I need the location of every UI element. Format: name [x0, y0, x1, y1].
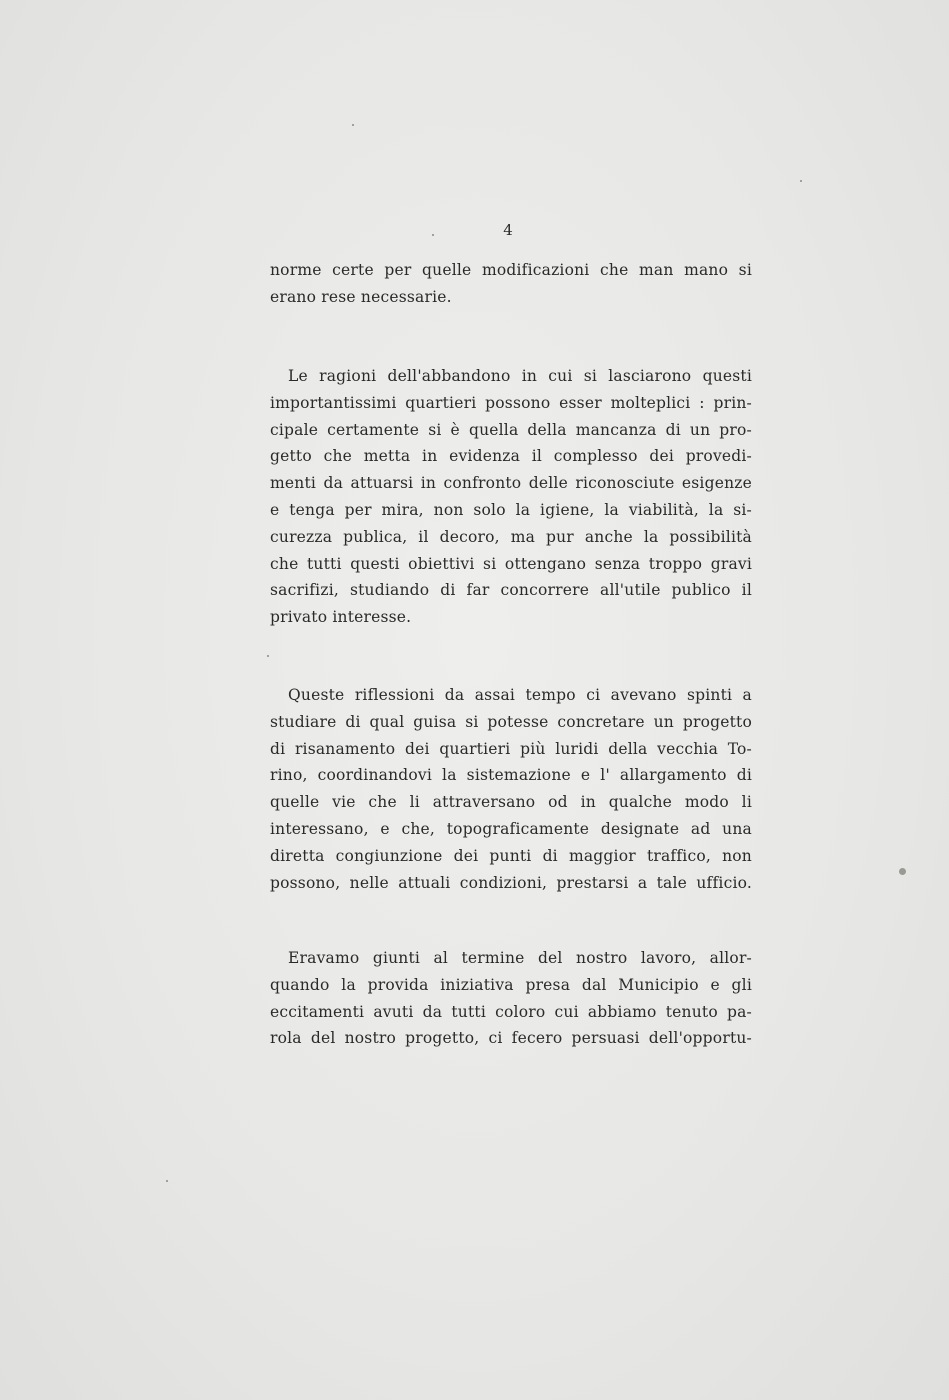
text-line: norme certe per quelle modificazioni che man mano si [270, 261, 752, 279]
text-line: Queste riflessioni da assai tempo ci avevano spinti a [288, 686, 752, 704]
text-line: rino, coordinandovi la sistemazione e l' allargamento di [270, 766, 752, 785]
text-line: cipale certamente si è quella della mancanza di un pro- [270, 420, 752, 439]
text-line: sacrifizi, studiando di far concorrere all'utile publico il [270, 581, 752, 600]
text-line: erano rese necessarie. [270, 287, 452, 306]
text-line: Eravamo giunti al termine del nostro lavoro, allor- [288, 949, 752, 967]
paragraph-continuation [270, 257, 752, 311]
text-line: che tutti questi obiettivi si ottengano senza troppo gravi [270, 554, 752, 573]
text-line: rola del nostro progetto, ci fecero persuasi dell'opportu- [270, 1029, 752, 1048]
text-line: possono, nelle attuali condizioni, prestarsi a tale ufficio. [270, 873, 752, 892]
text-line: interessano, e che, topograficamente designate ad una [270, 819, 752, 838]
text-line: privato interesse. [270, 608, 412, 627]
text-line: eccitamenti avuti da tutti coloro cui abbiamo tenuto pa- [270, 1002, 752, 1021]
paper-speck [800, 180, 802, 182]
text-line: quando la provida iniziativa presa dal Municipio e gli [270, 975, 752, 994]
text-line: Le ragioni dell'abbandono in cui si lasciarono questi [288, 367, 752, 385]
text-line: e tenga per mira, non solo la igiene, la viabilità, la si- [270, 500, 752, 519]
text-line: menti da attuarsi in confronto delle riconosciute esigenze [270, 474, 752, 493]
text-line: importantissimi quartieri possono esser molteplici : prin- [270, 393, 752, 412]
text-line: diretta congiunzione dei punti di maggior traffico, non [270, 846, 752, 865]
paper-speck [432, 234, 434, 236]
paper-speck [899, 868, 906, 875]
paragraph [270, 682, 752, 896]
page-number: 4 [503, 221, 513, 239]
paper-speck [267, 655, 269, 657]
text-line: studiare di qual guisa si potesse concretare un progetto [270, 712, 752, 731]
text-line: curezza publica, il decoro, ma pur anche la possibilità [270, 527, 752, 546]
text-line: di risanamento dei quartieri più luridi della vecchia To- [270, 739, 752, 758]
paragraph [270, 363, 752, 631]
text-line: quelle vie che li attraversano od in qualche modo li [270, 793, 752, 812]
paper-speck [352, 124, 354, 126]
paragraph [270, 945, 752, 1052]
paper-speck [166, 1180, 168, 1182]
text-line: getto che metta in evidenza il complesso dei provedi- [270, 447, 752, 466]
